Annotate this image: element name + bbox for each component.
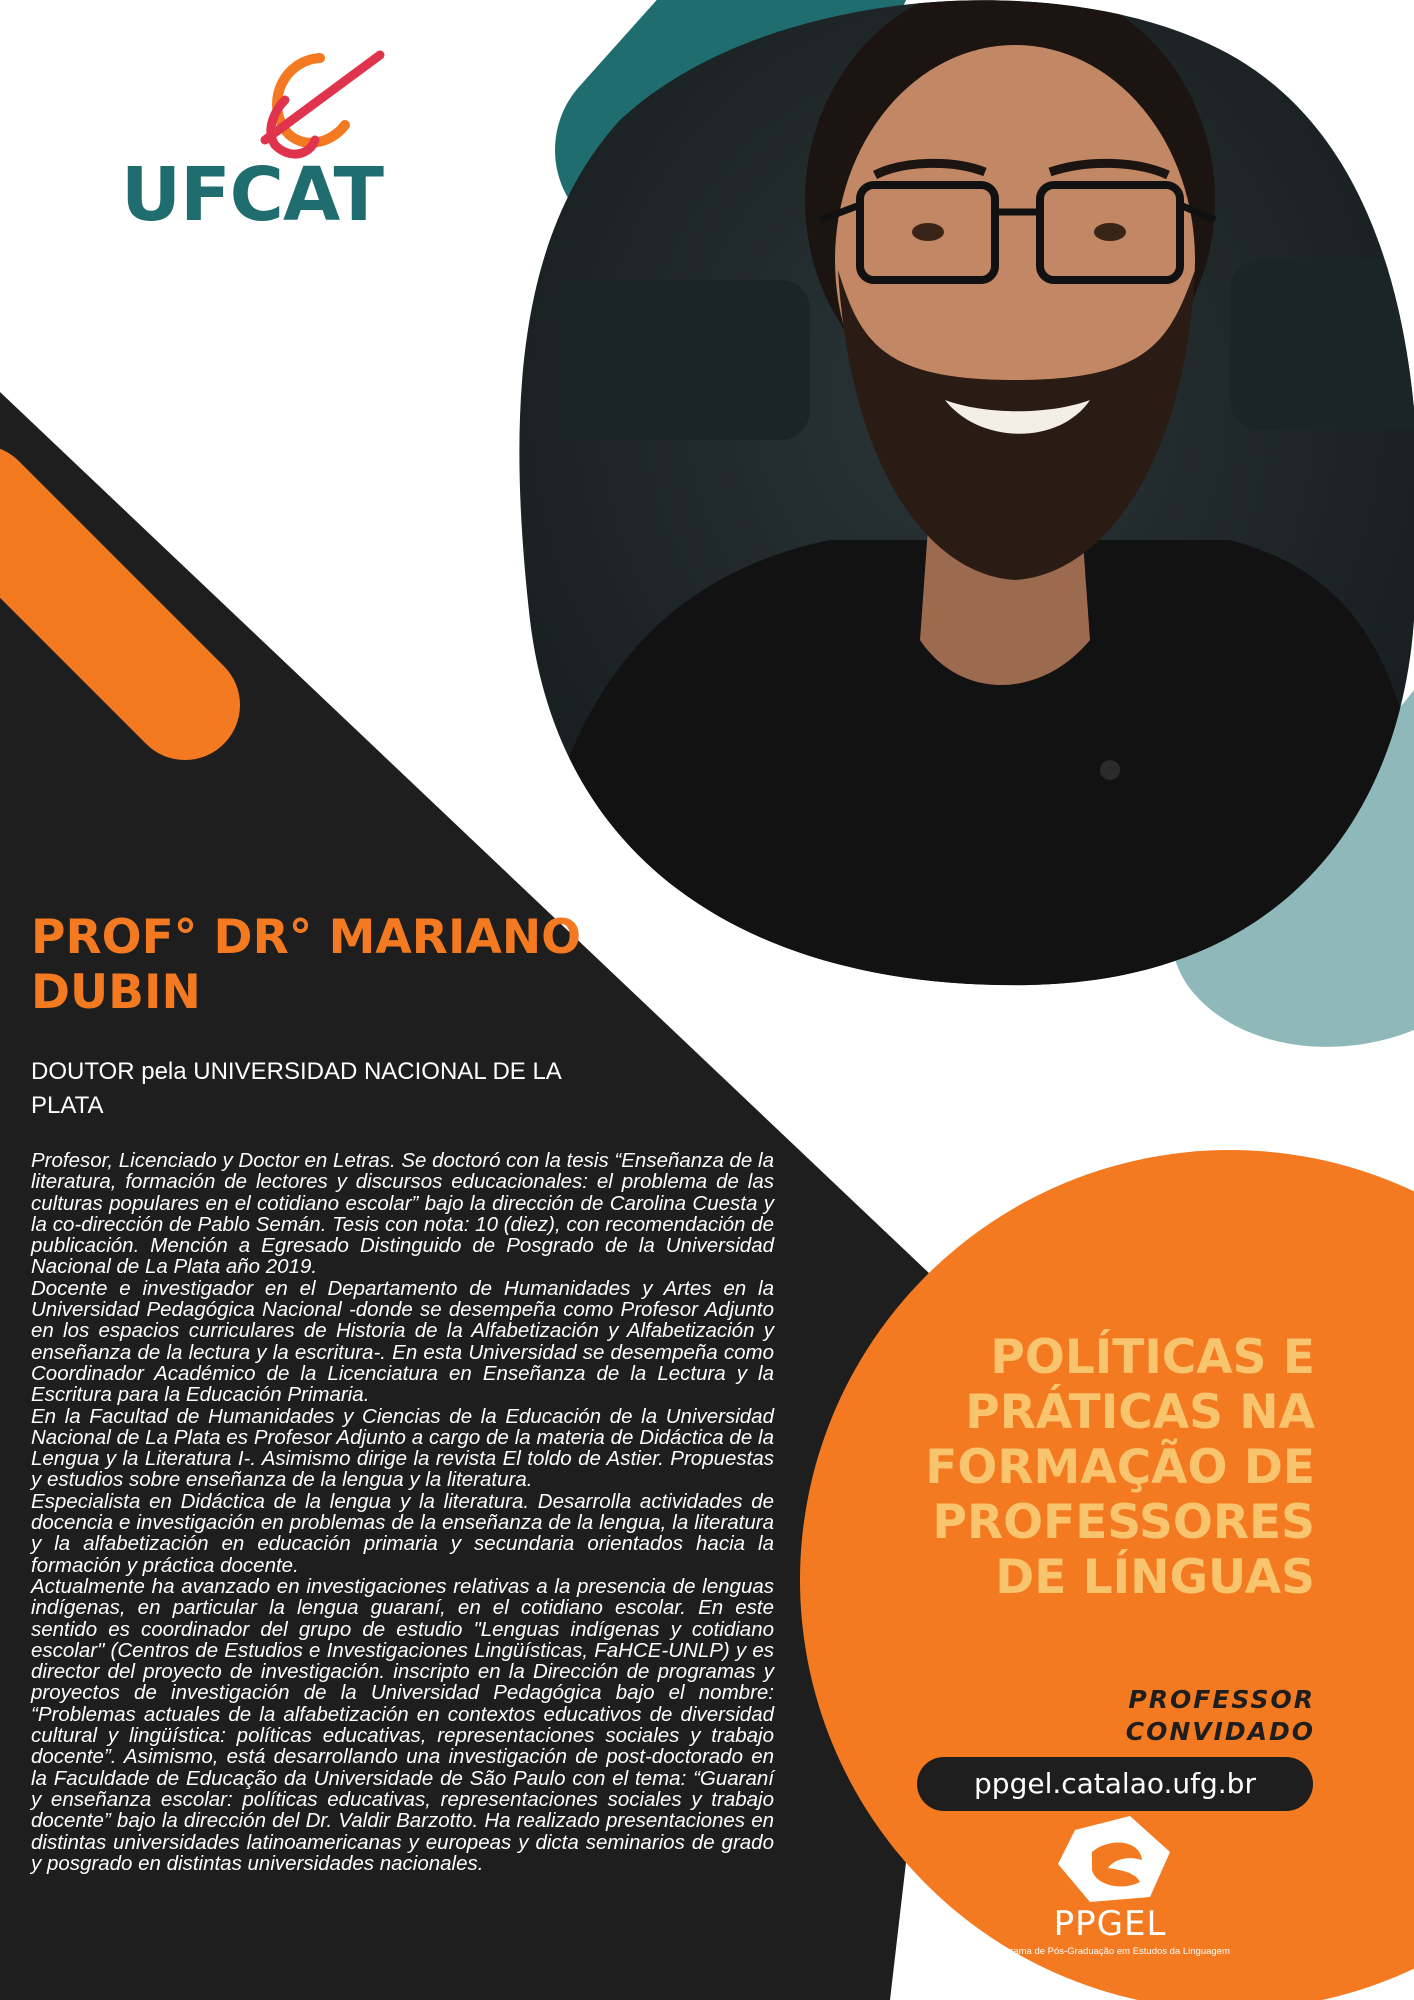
ppgel-emblem-icon	[980, 1812, 1240, 1912]
bio-paragraph: Profesor, Licenciado y Doctor en Letras. Se doctoró con la tesis “Enseñanza de la literatura, formación de lectores y discursos educacionales: el problema de las culturas populares en el cotidiano escolar” bajo la dirección de Carolina Cuesta y la co-dirección de Pablo Semán. Tesis con nota: 10 (diez), con recomendación de publicación. Mención a Egresado Distinguido de Posgrado de la Universidad Nacional de La Plata año 2019.	[31, 1149, 774, 1279]
event-title: POLÍTICAS E PRÁTICAS NA FORMAÇÃO DE PROFESSORES DE LÍNGUAS	[925, 1330, 1315, 1605]
ppgel-logo-text: PPGEL	[1053, 1904, 1167, 1944]
ufcat-logo-text: UFCAT	[121, 152, 383, 238]
ppgel-logo-subtitle: Programa de Pós-Graduação em Estudos da Linguagem	[990, 1946, 1230, 1957]
portrait-photo-icon	[500, 0, 1414, 1000]
bio-paragraph: Especialista en Didáctica de la lengua y la literatura. Desarrolla actividades de docencia e investigación en problemas de la enseñanza de la lengua, la literatura y la alfabetización en educación primaria y secundaria orientados hacia la formación y práctica docente.	[31, 1489, 774, 1577]
ufcat-logo	[115, 50, 395, 240]
website-link[interactable]: ppgel.catalao.ufg.br	[917, 1757, 1313, 1811]
speaker-name: PROF° DR° MARIANO DUBIN	[31, 910, 582, 1020]
bio-paragraph: En la Facultad de Humanidades y Ciencias de la Educación de la Universidad Nacional de La Plata es Profesor Adjunto a cargo de la materia de Didáctica de la Lengua y la Literatura I-. Asimismo dirige la revista El toldo de Astier. Propuestas y estudios sobre enseñanza de la lengua y la literatura.	[31, 1404, 774, 1492]
speaker-role: PROFESSOR CONVIDADO	[1125, 1685, 1315, 1746]
bio-paragraph: Docente e investigador en el Departamento de Humanidades y Artes en la Universidad Pedagógica Nacional -donde se desempeña como Profesor Adjunto en los espacios curriculares de Historia de la Alfabetización y Alfabetización y enseñanza de la lectura y la escritura-. En esta Universidad se desempeña como Coordinador Académico de la Licenciatura en Enseñanza de la Lectura y la Escritura para la Educación Primaria.	[31, 1276, 774, 1407]
speaker-bio	[31, 1150, 774, 1874]
bio-paragraph: Actualmente ha avanzado en investigaciones relativas a la presencia de lenguas indígenas, en particular la lengua guaraní, en el cotidiano escolar. En este sentido es coordinador del grupo de estudio "Lenguas indígenas y cotidiano escolar" (Centros de Estudios e Investigaciones Lingüísticas, FaHCE-UNLP) y es director del proyecto de investigación. inscripto en la Dirección de programas y proyectos de investigación de la Universidad Pedagógica bajo el nombre: “Problemas actuales de la alfabetización en contextos educativos de diversidad cultural y lingüística: políticas educativas, representaciones sociales y trabajo docente”. Asimismo, está desarrollando una investigación de post-doctorado en la Faculdade de Educação da Universidade de São Paulo con el tema: “Guaraní y enseñanza escolar: políticas educativas, representaciones sociales y trabajo docente” bajo la dirección del Dr. Valdir Barzotto. Ha realizado presentaciones en distintas universidades latinoamericanas y europeas y dicta seminarios de grado y posgrado en distintas universidades nacionales.	[31, 1574, 774, 1875]
ppgel-logo	[980, 1812, 1280, 1962]
speaker-degree: DOUTOR pela UNIVERSIDAD NACIONAL DE LA PLATA	[31, 1058, 561, 1119]
